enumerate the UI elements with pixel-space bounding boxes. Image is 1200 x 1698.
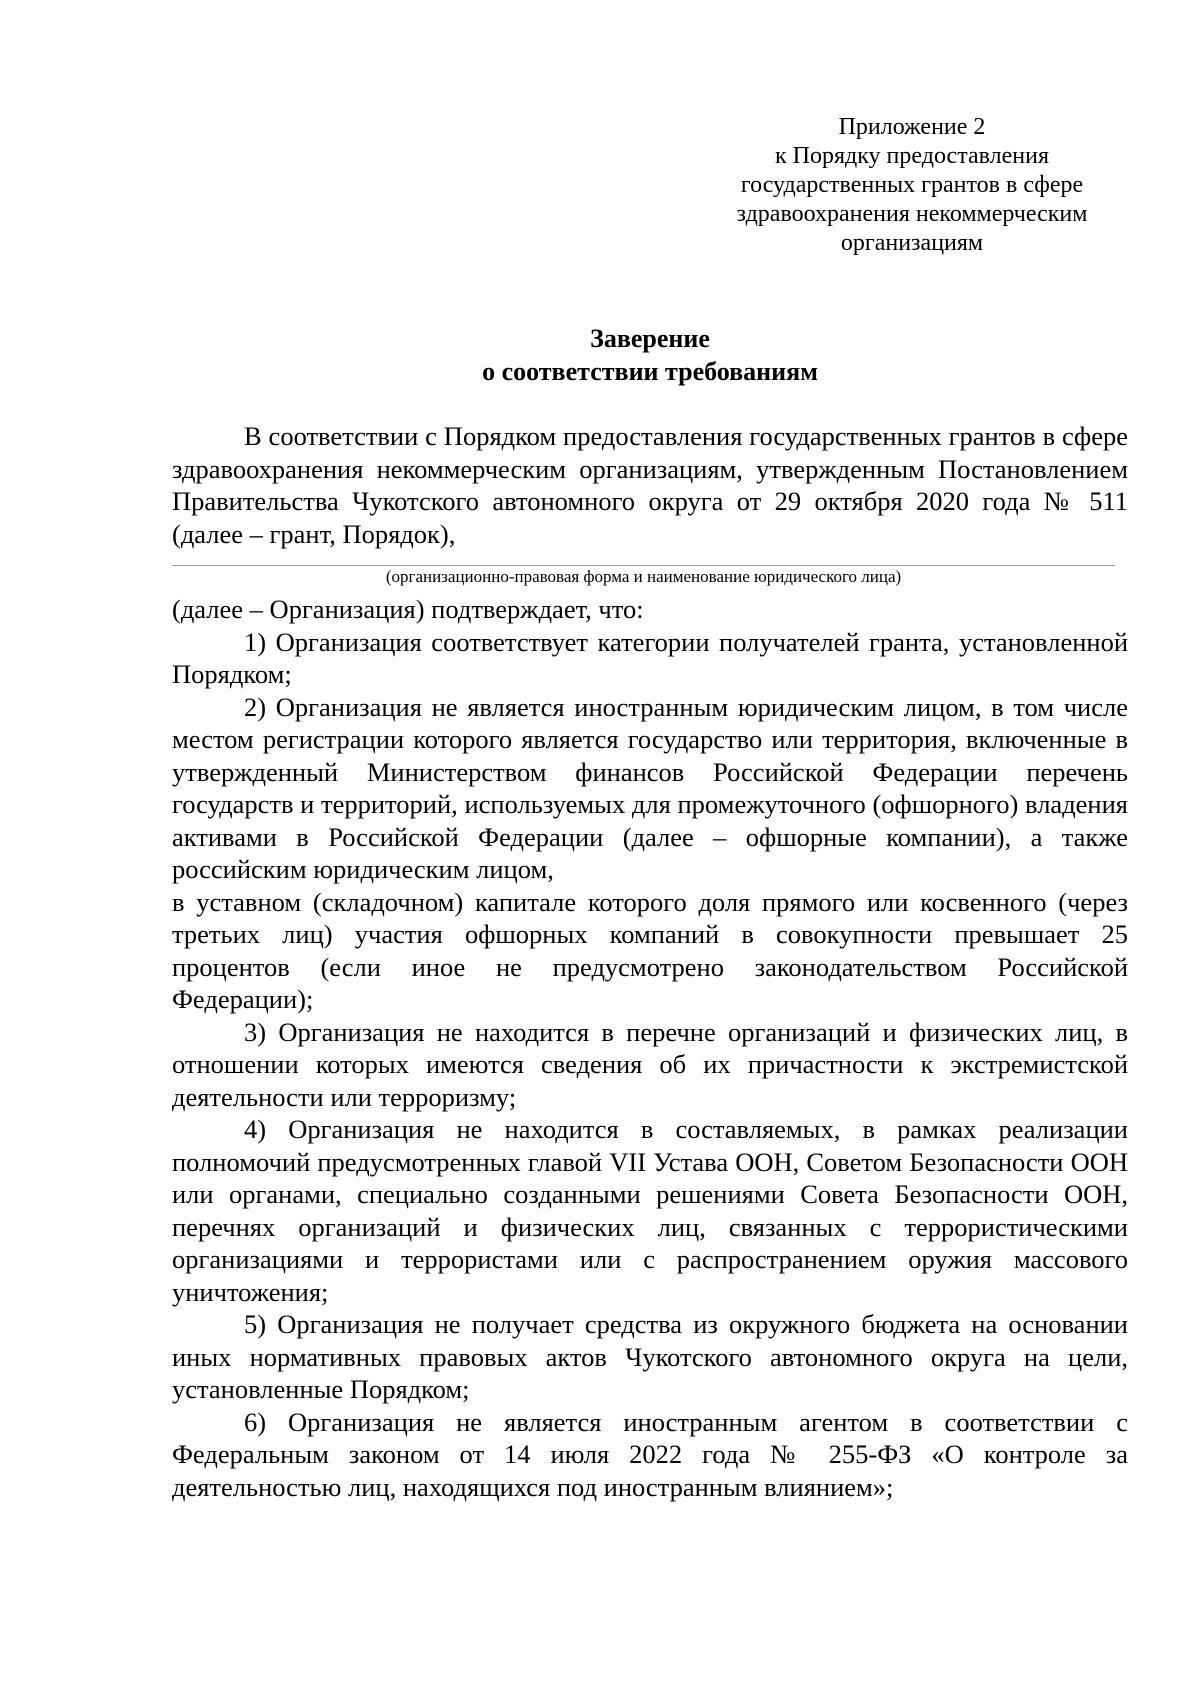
appendix-line: к Порядку предоставления: [774, 143, 1049, 169]
intro-paragraph: В соответствии с Порядком предоставления государственных грантов в сфере здравоохранения некоммерческим организациям, утвержденным Постановлением Правительства Чукотского автономного округа от 29 октября 2020 года № 511 (далее – грант, Порядок),: [172, 421, 1128, 549]
confirmation-body: [172, 593, 1128, 1503]
item-2: 2) Организация не является иностранным юридическим лицом, в том числе местом регистрации которого является государство или территория, включенные в утвержденный Министерством финансов Российской Федерации перечень государств и территорий, используемых для промежуточного (офшорного) владения активами в Российской Федерации (далее – офшорные компании), а также российским юридическим лицом,: [172, 691, 1128, 884]
appendix-line: организациям: [840, 230, 984, 256]
title-line-1: Заверение: [590, 324, 710, 353]
item-1: 1) Организация соответствует категории получателей гранта, установленной Порядком;: [172, 626, 1128, 689]
item-3: 3) Организация не находится в перечне организаций и физических лиц, в отношении которых имеются сведения об их причастности к экстремистской деятельности или терроризму;: [172, 1016, 1128, 1112]
title-line-2: о соответствии требованиям: [482, 357, 818, 386]
intro-block: [172, 420, 1128, 550]
appendix-line: государственных грантов в сфере: [740, 172, 1084, 198]
appendix-line: Приложение 2: [838, 114, 986, 140]
organization-blank-caption: (организационно-правовая форма и наименование юридического лица): [385, 567, 902, 586]
item-5: 5) Организация не получает средства из окружного бюджета на основании иных нормативных правовых актов Чукотского автономного округа на цели, установленные Порядком;: [172, 1309, 1128, 1404]
item-2-continuation: в уставном (складочном) капитале которого доля прямого или косвенного (через третьих лиц) участия офшорных компаний в совокупности превышает 25 процентов (если иное не предусмотрено законодательством Российской Федерации);: [172, 886, 1128, 1014]
organization-blank-line: [172, 565, 1115, 566]
appendix-header: [718, 113, 1106, 258]
item-4: 4) Организация не находится в составляемых, в рамках реализации полномочий предусмотренных главой VII Устава ООН, Советом Безопасности ООН или органами, специально созданными решениями Совета Безопасности ООН, перечнях организаций и физических лиц, связанных с террористическими организациями и террористами или с распространением оружия массового уничтожения;: [172, 1114, 1128, 1307]
confirm-line: (далее – Организация) подтверждает, что:: [172, 594, 644, 624]
document-title: [172, 322, 1128, 388]
item-6: 6) Организация не является иностранным агентом в соответствии с Федеральным законом от 14 июля 2022 года № 255-ФЗ «О контроле за деятельностью лиц, находящихся под иностранным влиянием»;: [172, 1406, 1128, 1502]
appendix-line: здравоохранения некоммерческим: [736, 201, 1088, 227]
